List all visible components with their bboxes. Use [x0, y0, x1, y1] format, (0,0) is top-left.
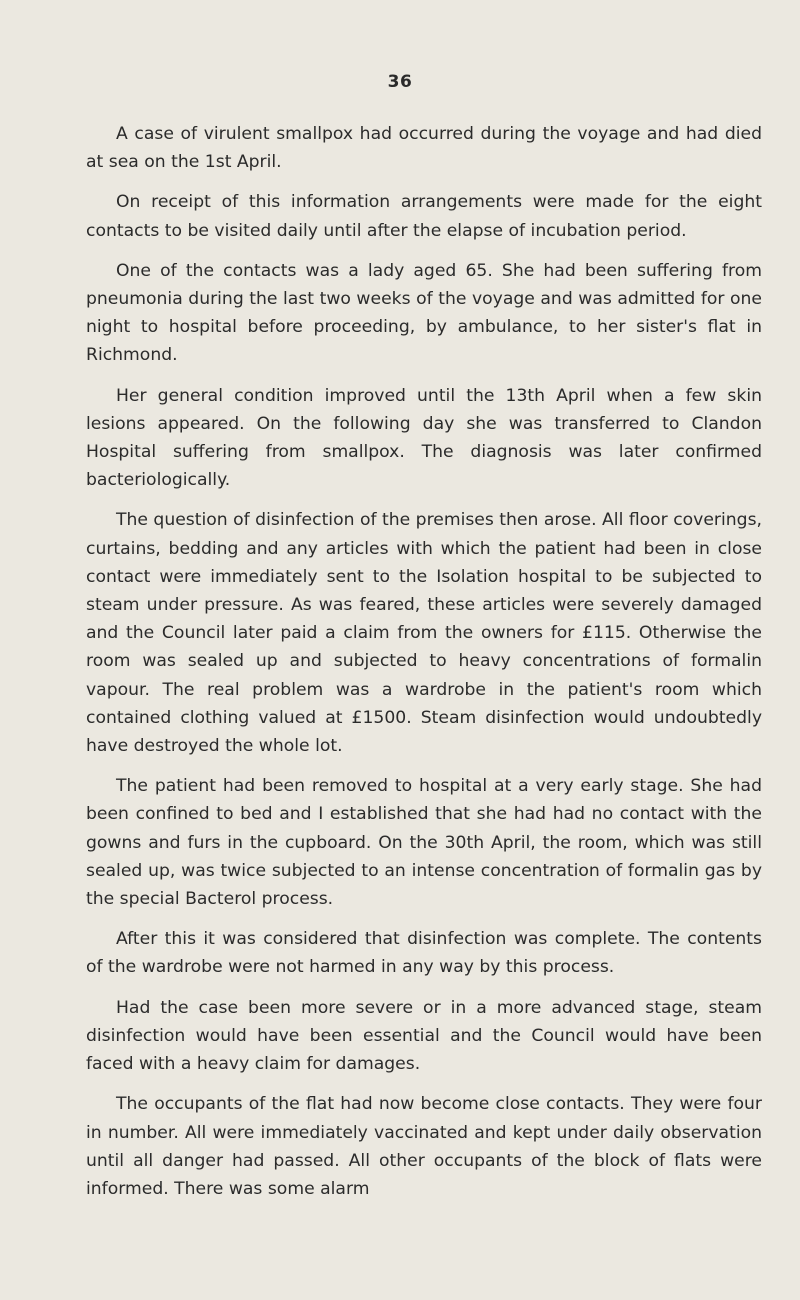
- body-text: [86, 120, 762, 1215]
- paragraph-5: The question of disinfection of the premises then arose. All floor coverings, curtains, bedding and any articles with which the patient had been in close contact were immediately sent to the Isolation hospital to be subjected to steam under pressure. As was feared, these articles were severely damaged and the Council later paid a claim from the owners for £115. Otherwise the room was sealed up and subjected to heavy concentrations of formalin vapour. The real problem was a wardrobe in the patient's room which contained clothing valued at £1500. Steam disinfection would undoubtedly have destroyed the whole lot.: [86, 510, 762, 757]
- paragraph-1: A case of virulent smallpox had occurred during the voyage and had died at sea on the 1st April.: [86, 124, 762, 173]
- paragraph-7: After this it was considered that disinfection was complete. The contents of the wardrobe were not harmed in any way by this process.: [86, 929, 762, 978]
- paragraph-2: On receipt of this information arrangements were made for the eight contacts to be visited daily until after the elapse of incubation period.: [86, 192, 762, 241]
- paragraph-9: The occupants of the flat had now become close contacts. They were four in number. All were immediately vaccinated and kept under daily observation until all danger had passed. All other occupants of the block of flats were informed. There was some alarm: [86, 1094, 762, 1199]
- paragraph-3: One of the contacts was a lady aged 65. She had been suffering from pneumonia during the last two weeks of the voyage and was admitted for one night to hospital before proceeding, by ambulance, to her sister's flat in Richmond.: [86, 260, 762, 366]
- page-number: 36: [387, 72, 413, 92]
- paragraph-4: Her general condition improved until the 13th April when a few skin lesions appeared. On the following day she was transferred to Clandon Hospital suffering from smallpox. The diagnosis was later confirmed bacteriologically.: [86, 385, 762, 491]
- paragraph-6: The patient had been removed to hospital at a very early stage. She had been confined to bed and I established that she had had no contact with the gowns and furs in the cupboard. On the 30th April, the room, which was still sealed up, was twice subjected to an intense concentration of formalin gas by the special Bacterol process.: [86, 776, 762, 910]
- paragraph-8: Had the case been more severe or in a more advanced stage, steam disinfection would have been essential and the Council would have been faced with a heavy claim for damages.: [86, 997, 762, 1075]
